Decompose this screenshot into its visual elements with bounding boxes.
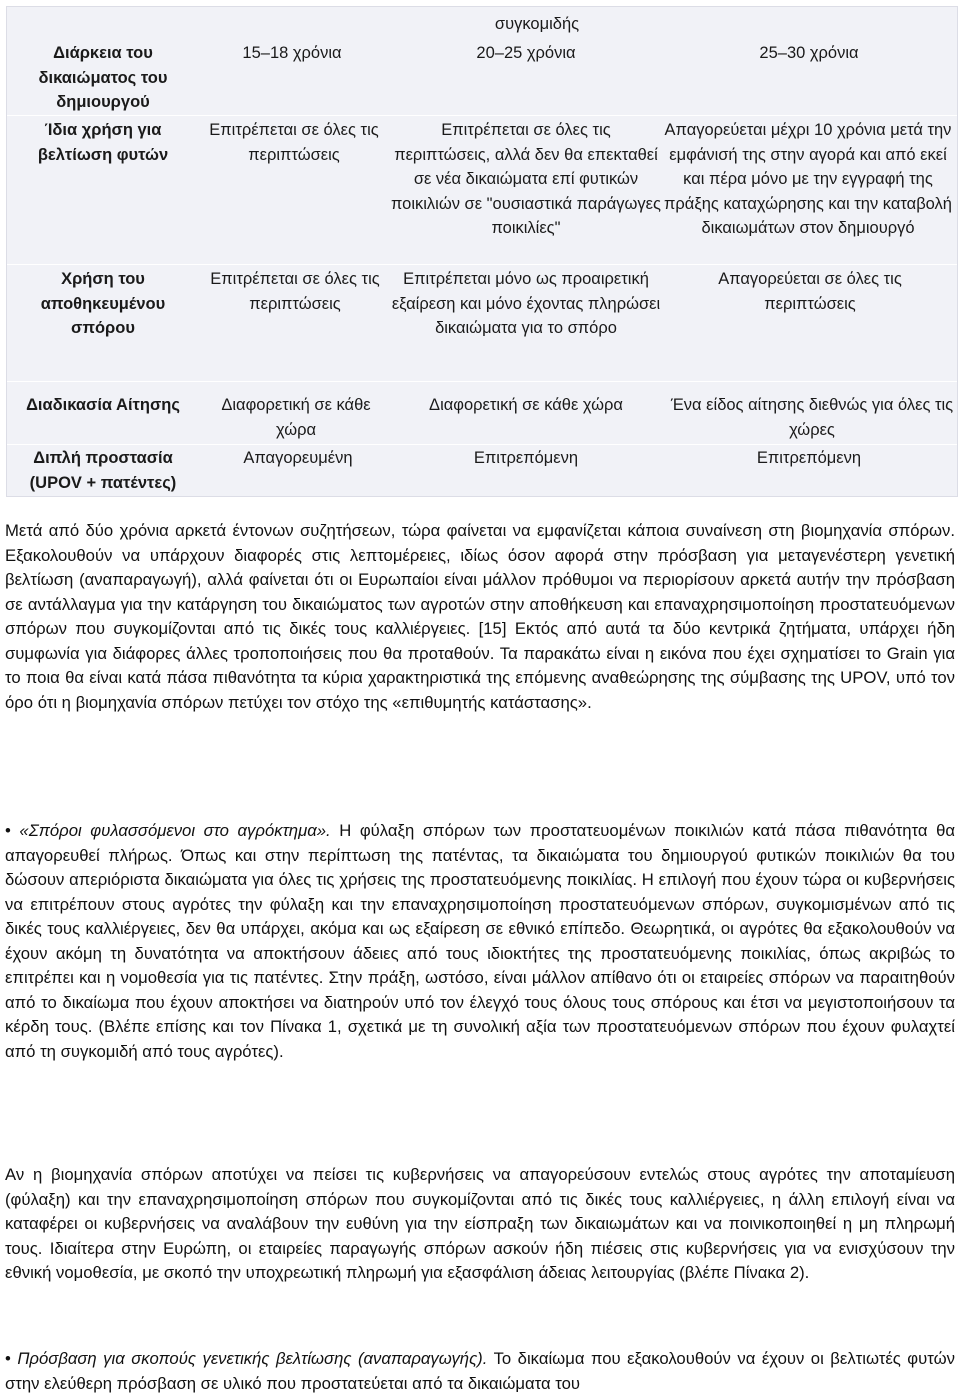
table-top-fragment: συγκομιδής <box>494 15 580 33</box>
paragraph-alternative-text: Αν η βιομηχανία σπόρων αποτύχει να πείσει τις κυβερνήσεις να απαγορεύσουν εντελώς στους αγρότες την αποταμίευση (φύλαξη) και την επαναχρησιμοποίηση σπόρων που συγκομίζονται από τις δικές τους καλλιέργειες, η άλλη επιλογή είναι να καταφέρει οι κυβερνήσεις να αναλάβουν την ευθύνη για την είσπραξη των δικαιωμάτων και να ποινικοποιηθεί η μη πληρωμή τους. Ιδιαίτερα στην Ευρώπη, οι εταιρείες παραγωγής σπόρων ασκούν ήδη πιέσεις στις κυβερνήσεις για να ενισχύσουν την εθνική νομοθεσία, με σκοπό την υποχρεωτική πληρωμή για εξασφάλιση άδειας λειτουργίας (βλέπε Πίνακα 2). <box>5 1165 955 1282</box>
table-row-divider <box>7 444 957 445</box>
cell-breeding-col2: Επιτρέπεται σε όλες τις περιπτώσεις, αλλά δεν θα επεκταθεί σε νέα δικαιώματα επί φυτικών ποικιλιών σε "ουσιαστικά παράγωγες ποικιλίες" <box>391 121 661 237</box>
row-label-double-protection: Διπλή προστασία (UPOV + πατέντες) <box>29 449 177 492</box>
cell-double-col3: Επιτρεπόμενη <box>756 449 862 467</box>
paragraph-consensus <box>5 519 955 715</box>
bullet-marker: • <box>5 821 11 840</box>
bullet-text: Το δικαίωμα που εξακολουθούν να έχουν οι βελτιωτές φυτών στην ελεύθερη πρόσβαση σε υλικό που προστατεύεται από τα δικαιώματα του <box>5 1349 955 1393</box>
cell-duration-col3: 25–30 χρόνια <box>759 44 859 62</box>
cell-breeding-col3: Απαγορεύεται μέχρι 10 χρόνια μετά την εμφάνισή της στην αγορά και από εκεί και πέρα μόνο με την εγγραφή της πράξης καταχώρησης και την καταβολή δικαιωμάτων στον δημιουργό <box>664 121 952 237</box>
row-label-breeding-use: Ίδια χρήση για βελτίωση φυτών <box>37 121 169 164</box>
row-label-duration: Διάρκεια του δικαιώματος του δημιουργού <box>38 44 168 111</box>
cell-saved-seed-col2: Επιτρέπεται μόνο ως προαιρετική εξαίρεση και μόνο έχοντας πληρώσει δικαιώματα για το σπόρο <box>391 270 661 337</box>
bullet-title: Πρόσβαση για σκοπούς γενετικής βελτίωσης (αναπαραγωγής). <box>17 1349 488 1368</box>
cell-duration-col2: 20–25 χρόνια <box>476 44 576 62</box>
comparison-table <box>6 6 958 497</box>
row-label-application: Διαδικασία Αίτησης <box>26 396 180 414</box>
table-row-divider <box>7 381 957 382</box>
row-label-saved-seed: Χρήση του αποθηκευμένου σπόρου <box>40 270 166 337</box>
table-row-divider <box>7 115 957 116</box>
cell-application-col2: Διαφορετική σε κάθε χώρα <box>429 396 623 414</box>
bullet-breeding-access <box>5 1347 955 1396</box>
cell-application-col1: Διαφορετική σε κάθε χώρα <box>221 396 371 439</box>
cell-breeding-col1: Επιτρέπεται σε όλες τις περιπτώσεις <box>209 121 379 164</box>
cell-saved-seed-col3: Απαγορεύεται σε όλες τις περιπτώσεις <box>718 270 902 313</box>
bullet-farm-saved-seeds <box>5 819 955 1064</box>
cell-double-col1: Απαγορευμένη <box>243 449 353 467</box>
bullet-text: Η φύλαξη σπόρων των προστατευομένων ποικιλιών κατά πάσα πιθανότητα θα απαγορευθεί πλήρως. Όπως και στην περίπτωση της πατέντας, τα δικαιώματα του δημιουργού φυτικών ποικιλιών θα του δώσουν απεριόριστα δικαιώματα για όλες τις χρήσεις της προστατευόμενης ποικιλίας. Η επιλογή που έχουν τώρα οι κυβερνήσεις να επιτρέπουν στους αγρότες την φύλαξη και την επαναχρησιμοποίηση προστατευόμενων σπόρων, συγκομισμένων από τις δικές τους καλλιέργειες, δεν θα υπάρχει, ακόμα και ως εξαίρεση σε εθνικό επίπεδο. Θεωρητικά, οι αγρότες θα εξακολουθούν να έχουν ακόμη τη δυνατότητα να αποκτήσουν άδειες από τους ιδιοκτήτες της προστατευόμενης ποικιλίας, όπως ακριβώς το επιτρέπει και η νομοθεσία για τις πατέντες. Στην πράξη, ωστόσο, είναι μάλλον απίθανο ότι οι εταιρείες σπόρων να παραιτηθούν από το δικαίωμα που έχουν αποκτήσει να διατηρούν υπό τον έλεγχό τους όλους τους σπόρους και έτσι να μεγιστοποιήσουν τα κέρδη τους. (Βλέπε επίσης και τον Πίνακα 1, σχετικά με τη συνολική αξία των προστατευόμενων σπόρων που έχουν φυλαχτεί από τη συγκομιδή από τους αγρότες). <box>5 821 956 1061</box>
footnote-ref[interactable]: [15] <box>478 619 507 638</box>
table-row-divider <box>7 264 957 265</box>
paragraph-consensus-text-a: Μετά από δύο χρόνια αρκετά έντονων συζητήσεων, τώρα φαίνεται να εμφανίζεται κάποια συναίνεση στη βιομηχανία σπόρων. Εξακολουθούν να υπάρχουν διαφορές στις λεπτομέρειες, ιδίως όσον αφορά στην πρόσβαση για μεταγενέστερη γενετική βελτίωση (αναπαραγωγή), αλλά φαίνεται ότι οι Ευρωπαίοι είναι μάλλον πρόθυμοι να περιορίσουν αρκετά αυτήν την πρόσβαση σε αντάλλαγμα για την κατάργηση του δικαιώματος των αγροτών στην αποθήκευση και επαναχρησιμοποίηση προστατευόμενων σπόρων που συγκομίζονται από τις δικές τους καλλιέργειες. <box>5 521 955 638</box>
cell-saved-seed-col1: Επιτρέπεται σε όλες τις περιπτώσεις <box>210 270 380 313</box>
cell-application-col3: Ένα είδος αίτησης διεθνώς για όλες τις χώρες <box>670 396 954 439</box>
cell-double-col2: Επιτρεπόμενη <box>473 449 579 467</box>
bullet-marker: • <box>5 1349 11 1368</box>
bullet-title: «Σπόροι φυλασσόμενοι στο αγρόκτημα». <box>19 821 331 840</box>
cell-duration-col1: 15–18 χρόνια <box>242 44 342 62</box>
paragraph-alternative <box>5 1163 955 1286</box>
paragraph-consensus-text-b: Εκτός από αυτά τα δύο κεντρικά ζητήματα, υπάρχει ήδη συμφωνία για διάφορες άλλες τροποποιήσεις που θα προταθούν. Τα παρακάτω είναι η εικόνα που έχει σχηματίσει το Grain για το ποια θα είναι κατά πάσα πιθανότητα τα κύρια χαρακτηριστικά της επόμενης αναθεώρησης της σύμβασης της UPOV, υπό τον όρο ότι η βιομηχανία σπόρων πετύχει τον στόχο της «επιθυμητής κατάστασης». <box>5 619 956 712</box>
